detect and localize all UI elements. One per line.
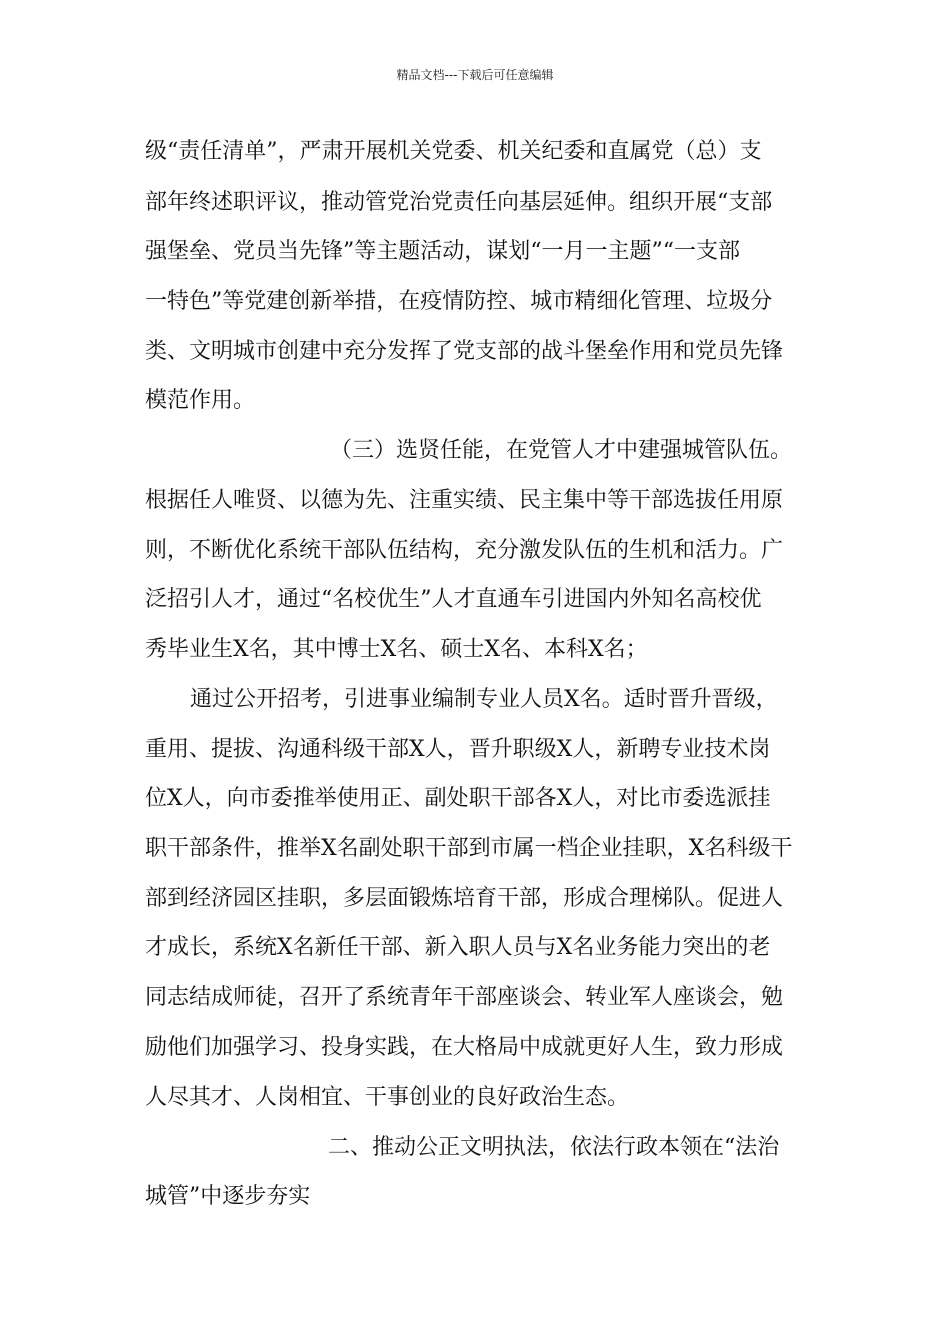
paragraph-start: 通过公开招考，引进事业编制专业人员X名。适时晋升晋级， <box>190 687 778 712</box>
body-line-6: 模范作用。 <box>145 388 256 413</box>
body-line-4: 一特色”等党建创新举措，在疫情防控、城市精细化管理、垃圾分 <box>145 289 773 314</box>
body-line-3: 强堡垒、党员当先锋”等主题活动，谋划“一月一主题”“一支部 <box>145 239 740 264</box>
body-line-16: 部到经济园区挂职，多层面锻炼培育干部，形成合理梯队。促进人 <box>145 886 784 911</box>
body-line-8: 根据任人唯贤、以德为先、注重实绩、民主集中等干部选拔任用原 <box>145 488 784 513</box>
body-line-9: 则，不断优化系统干部队伍结构，充分激发队伍的生机和活力。广 <box>145 538 784 563</box>
body-line-19: 励他们加强学习、投身实践，在大格局中成就更好人生，致力形成 <box>145 1035 784 1060</box>
page-header: 精品文档---下载后可任意编辑 <box>396 68 554 82</box>
body-line-15: 职干部条件，推举X名副处职干部到市属一档企业挂职，X名科级干 <box>145 836 793 861</box>
section-heading-2: 二、推动公正文明执法，依法行政本领在“法治 <box>328 1135 780 1160</box>
body-line-14: 位X人，向市委推举使用正、副处职干部各X人，对比市委选派挂 <box>145 786 771 811</box>
body-line-17: 才成长，系统X名新任干部、新入职人员与X名业务能力突出的老 <box>145 935 771 960</box>
body-line-20: 人尽其才、人岗相宜、干事创业的良好政治生态。 <box>145 1085 630 1110</box>
body-line-13: 重用、提拔、沟通科级干部X人，晋升职级X人，新聘专业技术岗 <box>145 737 771 762</box>
body-line-11: 秀毕业生X名，其中博士X名、硕士X名、本科X名； <box>145 637 648 662</box>
body-line-1: 级“责任清单”，严肃开展机关党委、机关纪委和直属党（总）支 <box>145 139 762 164</box>
body-line-18: 同志结成师徒，召开了系统青年干部座谈会、转业军人座谈会，勉 <box>145 985 784 1010</box>
body-line-10: 泛招引人才，通过“名校优生”人才直通车引进国内外知名高校优 <box>145 587 762 612</box>
body-line-5: 类、文明城市创建中充分发挥了党支部的战斗堡垒作用和党员先锋 <box>145 339 784 364</box>
section-heading-2-continued: 城管”中逐步夯实 <box>145 1184 311 1209</box>
section-heading-3: （三）选贤任能，在党管人才中建强城管队伍。 <box>330 438 793 463</box>
body-line-2: 部年终述职评议，推动管党治党责任向基层延伸。组织开展“支部 <box>145 190 773 215</box>
